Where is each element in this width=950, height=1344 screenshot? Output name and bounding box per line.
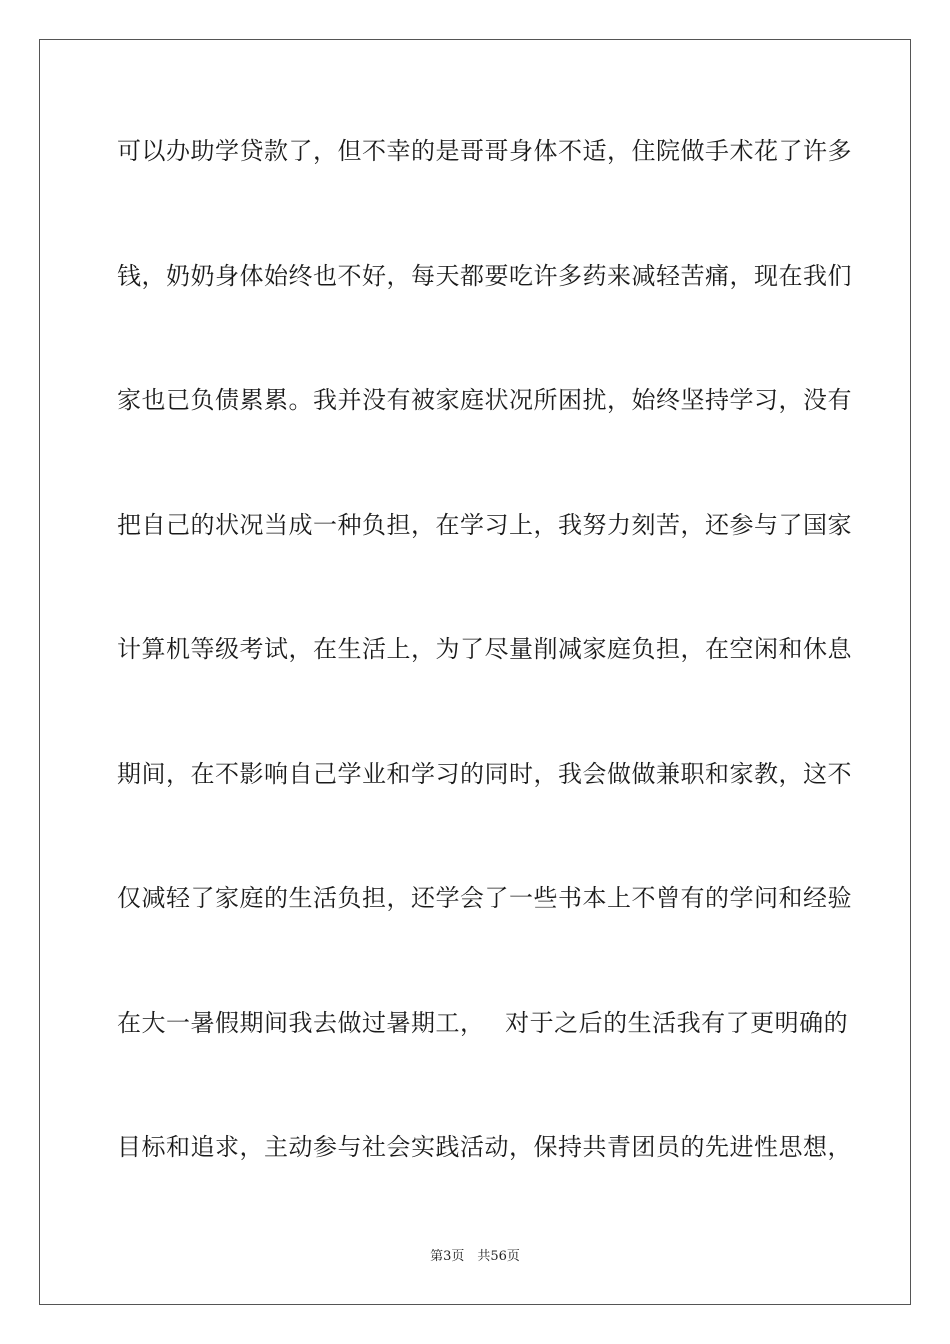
page-border: [39, 39, 911, 1305]
paragraph-line: 计算机等级考试，在生活上，为了尽量削减家庭负担，在空闲和休息: [117, 635, 852, 663]
paragraph-line: 把自己的状况当成一种负担，在学习上，我努力刻苦，还参与了国家: [117, 511, 852, 539]
paragraph-line: 钱，奶奶身体始终也不好，每天都要吃许多药来减轻苦痛，现在我们: [117, 262, 852, 290]
page-number-footer: 第3页 共56页: [430, 1249, 520, 1264]
paragraph-line: 可以办助学贷款了，但不幸的是哥哥身体不适，住院做手术花了许多: [117, 137, 852, 165]
paragraph-line: 目标和追求，主动参与社会实践活动，保持共青团员的先进性思想，: [117, 1133, 852, 1161]
paragraph-line: 仅减轻了家庭的生活负担，还学会了一些书本上不曾有的学问和经验: [117, 884, 852, 912]
paragraph-line: 在大一暑假期间我去做过暑期工， 对于之后的生活我有了更明确的: [117, 1009, 849, 1037]
paragraph-line: 期间，在不影响自己学业和学习的同时，我会做做兼职和家教，这不: [117, 760, 852, 788]
paragraph-line: 家也已负债累累。我并没有被家庭状况所困扰，始终坚持学习，没有: [117, 386, 852, 414]
